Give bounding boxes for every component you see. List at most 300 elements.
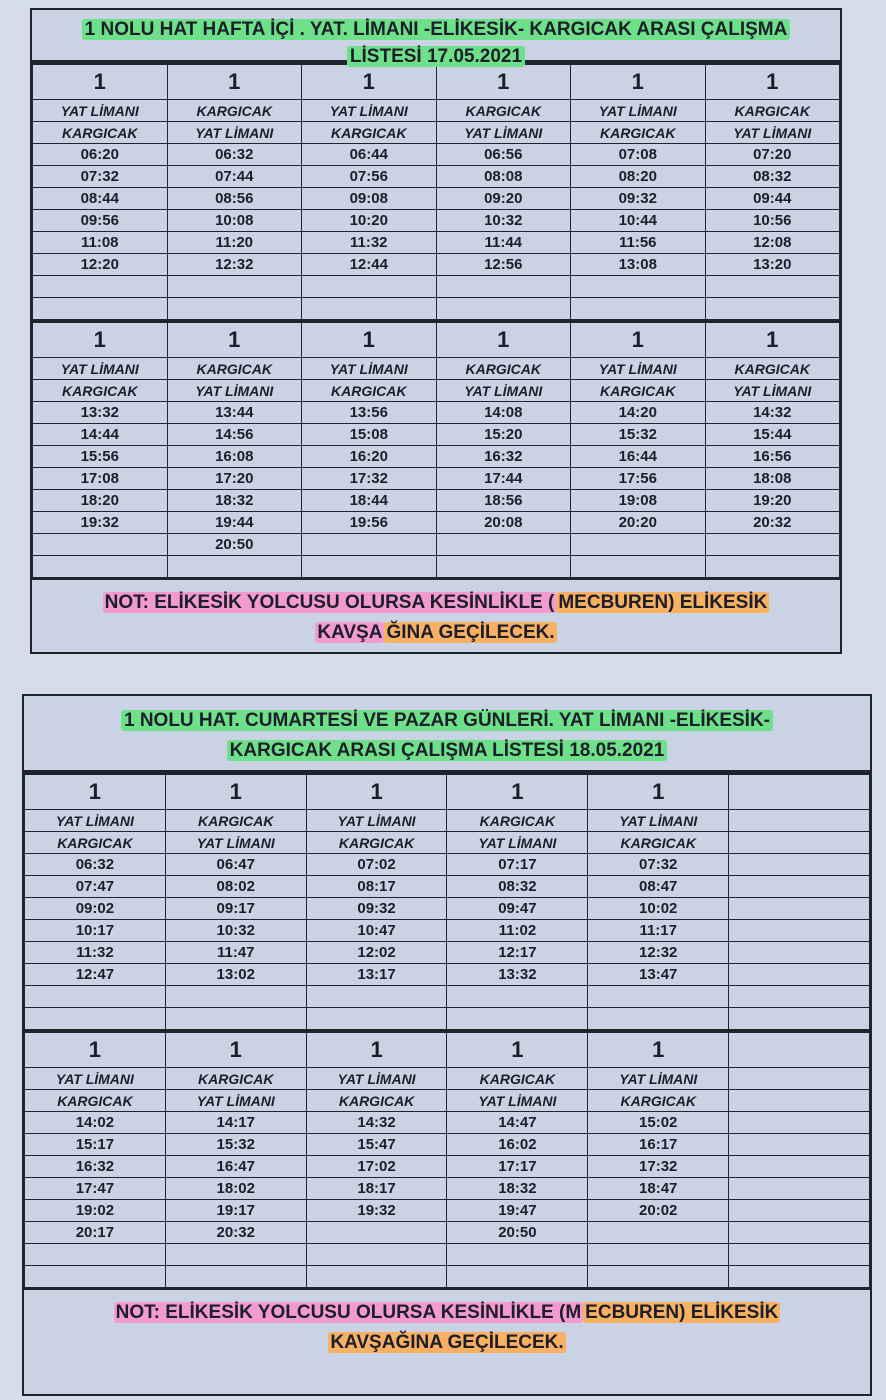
departure-time-cell: 11:08 xyxy=(33,232,168,254)
departure-time-cell: 11:32 xyxy=(302,232,437,254)
weekday-title: 1 NOLU HAT HAFTA İÇİ . YAT. LİMANI -ELİKESİK- KARGICAK ARASI ÇALIŞMA LİSTESİ 17.05.2021 xyxy=(32,10,840,62)
table-row xyxy=(33,254,840,276)
header-row-destination-stop xyxy=(33,122,840,144)
departure-time-cell: 19:17 xyxy=(165,1200,306,1222)
departure-time-cell xyxy=(436,298,571,320)
departure-time-cell xyxy=(25,1244,166,1266)
departure-time-cell xyxy=(25,1008,166,1030)
departure-time-cell xyxy=(588,1266,729,1288)
table-row xyxy=(33,490,840,512)
departure-time-cell: 18:32 xyxy=(167,490,302,512)
destination-stop: KARGICAK xyxy=(306,1090,447,1112)
departure-time-cell: 14:17 xyxy=(165,1112,306,1134)
table-row xyxy=(25,1156,870,1178)
departure-time-cell xyxy=(729,942,870,964)
departure-time-cell: 07:02 xyxy=(306,854,447,876)
departure-time-cell: 14:08 xyxy=(436,402,571,424)
departure-time-cell xyxy=(729,1134,870,1156)
departure-time-cell xyxy=(729,876,870,898)
departure-time-cell: 13:32 xyxy=(447,964,588,986)
departure-time-cell: 15:08 xyxy=(302,424,437,446)
header-row-line-number xyxy=(33,323,840,358)
line-number: 1 xyxy=(436,323,571,358)
table-row xyxy=(33,232,840,254)
departure-time-cell: 12:32 xyxy=(588,942,729,964)
departure-time-cell: 15:32 xyxy=(165,1134,306,1156)
departure-time-cell: 17:47 xyxy=(25,1178,166,1200)
header-row-origin-stop xyxy=(25,1068,870,1090)
departure-time-cell xyxy=(165,986,306,1008)
departure-time-cell: 08:20 xyxy=(571,166,706,188)
origin-stop: YAT LİMANI xyxy=(302,100,437,122)
departure-time-cell: 14:44 xyxy=(33,424,168,446)
departure-time-cell: 08:08 xyxy=(436,166,571,188)
departure-time-cell: 16:44 xyxy=(571,446,706,468)
weekday-morning_rows-table xyxy=(32,64,840,320)
table-row xyxy=(25,920,870,942)
table-row xyxy=(25,964,870,986)
line-number: 1 xyxy=(25,1033,166,1068)
origin-stop: YAT LİMANI xyxy=(33,100,168,122)
departure-time-cell xyxy=(729,1008,870,1030)
departure-time-cell xyxy=(302,534,437,556)
departure-time-cell: 11:20 xyxy=(167,232,302,254)
departure-time-cell xyxy=(588,1008,729,1030)
departure-time-cell xyxy=(705,534,840,556)
destination-stop: KARGICAK xyxy=(588,1090,729,1112)
origin-stop: YAT LİMANI xyxy=(306,1068,447,1090)
departure-time-cell: 14:56 xyxy=(167,424,302,446)
line-number xyxy=(729,1033,870,1068)
origin-stop: KARGICAK xyxy=(167,358,302,380)
weekend-title: 1 NOLU HAT. CUMARTESİ VE PAZAR GÜNLERİ. YAT LİMANI -ELİKESİK- KARGICAK ARASI ÇALIŞMA LİSTESİ 18.05.2021 xyxy=(24,696,870,772)
destination-stop: KARGICAK xyxy=(302,122,437,144)
line-number: 1 xyxy=(447,775,588,810)
departure-time-cell xyxy=(306,1244,447,1266)
departure-time-cell: 08:47 xyxy=(588,876,729,898)
departure-time-cell xyxy=(306,1222,447,1244)
departure-time-cell: 18:08 xyxy=(705,468,840,490)
departure-time-cell: 11:17 xyxy=(588,920,729,942)
departure-time-cell: 20:32 xyxy=(705,512,840,534)
destination-stop: KARGICAK xyxy=(33,380,168,402)
departure-time-cell: 20:50 xyxy=(167,534,302,556)
table-row xyxy=(25,1178,870,1200)
departure-time-cell: 10:02 xyxy=(588,898,729,920)
weekend-note: NOT: ELİKESİK YOLCUSU OLURSA KESİNLİKLE (M ECBUREN) ELİKESİK KAVŞAĞINA GEÇİLECEK. xyxy=(24,1288,870,1366)
departure-time-cell xyxy=(447,1244,588,1266)
origin-stop: KARGICAK xyxy=(447,1068,588,1090)
departure-time-cell: 10:56 xyxy=(705,210,840,232)
destination-stop: YAT LİMANI xyxy=(705,380,840,402)
departure-time-cell: 10:32 xyxy=(165,920,306,942)
departure-time-cell: 09:44 xyxy=(705,188,840,210)
departure-time-cell xyxy=(302,298,437,320)
destination-stop: KARGICAK xyxy=(588,832,729,854)
departure-time-cell: 12:44 xyxy=(302,254,437,276)
departure-time-cell: 07:17 xyxy=(447,854,588,876)
departure-time-cell xyxy=(302,276,437,298)
line-number: 1 xyxy=(705,65,840,100)
departure-time-cell: 17:32 xyxy=(302,468,437,490)
departure-time-cell: 16:56 xyxy=(705,446,840,468)
line-number: 1 xyxy=(167,65,302,100)
departure-time-cell xyxy=(729,898,870,920)
departure-time-cell xyxy=(306,1008,447,1030)
line-number: 1 xyxy=(306,775,447,810)
table-row xyxy=(33,424,840,446)
departure-time-cell: 17:20 xyxy=(167,468,302,490)
departure-time-cell: 06:32 xyxy=(167,144,302,166)
departure-time-cell: 15:32 xyxy=(571,424,706,446)
departure-time-cell: 10:32 xyxy=(436,210,571,232)
origin-stop: YAT LİMANI xyxy=(302,358,437,380)
departure-time-cell: 15:47 xyxy=(306,1134,447,1156)
departure-time-cell: 19:44 xyxy=(167,512,302,534)
origin-stop: KARGICAK xyxy=(436,358,571,380)
line-number: 1 xyxy=(302,323,437,358)
table-row xyxy=(25,1200,870,1222)
departure-time-cell xyxy=(33,556,168,578)
weekend-afternoon_rows-table xyxy=(24,1032,870,1288)
line-number: 1 xyxy=(33,323,168,358)
destination-stop xyxy=(729,1090,870,1112)
departure-time-cell: 09:32 xyxy=(571,188,706,210)
destination-stop: YAT LİMANI xyxy=(165,832,306,854)
destination-stop: YAT LİMANI xyxy=(705,122,840,144)
departure-time-cell: 15:44 xyxy=(705,424,840,446)
header-row-destination-stop xyxy=(25,832,870,854)
departure-time-cell: 14:32 xyxy=(705,402,840,424)
departure-time-cell: 12:47 xyxy=(25,964,166,986)
table-row xyxy=(33,144,840,166)
departure-time-cell: 11:02 xyxy=(447,920,588,942)
departure-time-cell: 09:47 xyxy=(447,898,588,920)
line-number: 1 xyxy=(588,1033,729,1068)
departure-time-cell xyxy=(165,1244,306,1266)
departure-time-cell: 19:47 xyxy=(447,1200,588,1222)
departure-time-cell xyxy=(705,298,840,320)
departure-time-cell: 17:02 xyxy=(306,1156,447,1178)
destination-stop: YAT LİMANI xyxy=(447,1090,588,1112)
departure-time-cell: 09:08 xyxy=(302,188,437,210)
origin-stop: KARGICAK xyxy=(705,358,840,380)
line-number: 1 xyxy=(588,775,729,810)
line-number: 1 xyxy=(571,65,706,100)
departure-time-cell xyxy=(729,986,870,1008)
departure-time-cell xyxy=(447,1008,588,1030)
departure-time-cell: 07:44 xyxy=(167,166,302,188)
departure-time-cell xyxy=(436,534,571,556)
table-row xyxy=(25,1134,870,1156)
departure-time-cell xyxy=(302,556,437,578)
table-row xyxy=(33,446,840,468)
departure-time-cell: 07:08 xyxy=(571,144,706,166)
weekday-morning-block xyxy=(32,62,840,320)
departure-time-cell: 08:32 xyxy=(447,876,588,898)
departure-time-cell xyxy=(729,1156,870,1178)
header-row-origin-stop xyxy=(33,100,840,122)
departure-time-cell: 17:56 xyxy=(571,468,706,490)
departure-time-cell: 18:02 xyxy=(165,1178,306,1200)
departure-time-cell: 07:20 xyxy=(705,144,840,166)
departure-time-cell: 19:32 xyxy=(306,1200,447,1222)
origin-stop: YAT LİMANI xyxy=(571,358,706,380)
departure-time-cell: 17:44 xyxy=(436,468,571,490)
departure-time-cell xyxy=(306,986,447,1008)
departure-time-cell: 09:17 xyxy=(165,898,306,920)
origin-stop: YAT LİMANI xyxy=(25,810,166,832)
departure-time-cell: 09:32 xyxy=(306,898,447,920)
departure-time-cell: 16:47 xyxy=(165,1156,306,1178)
departure-time-cell: 11:44 xyxy=(436,232,571,254)
origin-stop: KARGICAK xyxy=(447,810,588,832)
departure-time-cell: 13:20 xyxy=(705,254,840,276)
departure-time-cell: 12:56 xyxy=(436,254,571,276)
origin-stop: YAT LİMANI xyxy=(306,810,447,832)
departure-time-cell: 10:44 xyxy=(571,210,706,232)
line-number: 1 xyxy=(436,65,571,100)
departure-time-cell: 20:50 xyxy=(447,1222,588,1244)
destination-stop: KARGICAK xyxy=(302,380,437,402)
departure-time-cell: 08:02 xyxy=(165,876,306,898)
departure-time-cell xyxy=(165,1008,306,1030)
departure-time-cell: 16:08 xyxy=(167,446,302,468)
departure-time-cell xyxy=(33,534,168,556)
table-row xyxy=(33,402,840,424)
origin-stop xyxy=(729,1068,870,1090)
weekend-schedule-sheet xyxy=(22,694,872,1396)
departure-time-cell xyxy=(306,1266,447,1288)
origin-stop: YAT LİMANI xyxy=(571,100,706,122)
weekday-afternoon_rows-table xyxy=(32,322,840,578)
origin-stop: YAT LİMANI xyxy=(25,1068,166,1090)
line-number: 1 xyxy=(165,775,306,810)
origin-stop: KARGICAK xyxy=(705,100,840,122)
departure-time-cell: 10:08 xyxy=(167,210,302,232)
departure-time-cell: 07:32 xyxy=(33,166,168,188)
line-number: 1 xyxy=(167,323,302,358)
departure-time-cell: 10:17 xyxy=(25,920,166,942)
departure-time-cell xyxy=(588,986,729,1008)
departure-time-cell xyxy=(571,276,706,298)
departure-time-cell: 12:02 xyxy=(306,942,447,964)
line-number: 1 xyxy=(571,323,706,358)
table-row xyxy=(33,556,840,578)
departure-time-cell xyxy=(25,1266,166,1288)
departure-time-cell xyxy=(25,986,166,1008)
departure-time-cell: 10:20 xyxy=(302,210,437,232)
departure-time-cell xyxy=(33,276,168,298)
table-row xyxy=(25,854,870,876)
departure-time-cell: 18:32 xyxy=(447,1178,588,1200)
departure-time-cell: 08:17 xyxy=(306,876,447,898)
departure-time-cell: 15:17 xyxy=(25,1134,166,1156)
destination-stop: KARGICAK xyxy=(33,122,168,144)
departure-time-cell: 13:56 xyxy=(302,402,437,424)
departure-time-cell xyxy=(447,986,588,1008)
destination-stop: YAT LİMANI xyxy=(167,380,302,402)
departure-time-cell: 14:02 xyxy=(25,1112,166,1134)
destination-stop: KARGICAK xyxy=(571,380,706,402)
table-row xyxy=(33,166,840,188)
departure-time-cell: 14:20 xyxy=(571,402,706,424)
line-number: 1 xyxy=(302,65,437,100)
departure-time-cell: 13:47 xyxy=(588,964,729,986)
table-row xyxy=(33,188,840,210)
destination-stop: YAT LİMANI xyxy=(167,122,302,144)
departure-time-cell xyxy=(705,556,840,578)
departure-time-cell xyxy=(167,298,302,320)
departure-time-cell: 18:20 xyxy=(33,490,168,512)
departure-time-cell: 19:08 xyxy=(571,490,706,512)
table-row xyxy=(25,942,870,964)
departure-time-cell: 06:32 xyxy=(25,854,166,876)
departure-time-cell: 13:08 xyxy=(571,254,706,276)
departure-time-cell: 20:08 xyxy=(436,512,571,534)
departure-time-cell: 17:17 xyxy=(447,1156,588,1178)
departure-time-cell: 07:32 xyxy=(588,854,729,876)
departure-time-cell xyxy=(447,1266,588,1288)
departure-time-cell: 13:17 xyxy=(306,964,447,986)
departure-time-cell: 14:47 xyxy=(447,1112,588,1134)
line-number xyxy=(729,775,870,810)
departure-time-cell: 08:44 xyxy=(33,188,168,210)
departure-time-cell: 07:47 xyxy=(25,876,166,898)
origin-stop: YAT LİMANI xyxy=(588,810,729,832)
departure-time-cell: 11:47 xyxy=(165,942,306,964)
table-row xyxy=(33,512,840,534)
destination-stop: YAT LİMANI xyxy=(165,1090,306,1112)
header-row-line-number xyxy=(25,775,870,810)
departure-time-cell: 18:44 xyxy=(302,490,437,512)
departure-time-cell: 12:08 xyxy=(705,232,840,254)
departure-time-cell: 19:20 xyxy=(705,490,840,512)
departure-time-cell: 19:56 xyxy=(302,512,437,534)
departure-time-cell xyxy=(729,964,870,986)
departure-time-cell: 14:32 xyxy=(306,1112,447,1134)
origin-stop: KARGICAK xyxy=(436,100,571,122)
departure-time-cell: 06:44 xyxy=(302,144,437,166)
departure-time-cell xyxy=(165,1266,306,1288)
departure-time-cell: 07:56 xyxy=(302,166,437,188)
table-row xyxy=(33,298,840,320)
departure-time-cell: 18:47 xyxy=(588,1178,729,1200)
table-row xyxy=(33,276,840,298)
origin-stop: YAT LİMANI xyxy=(588,1068,729,1090)
departure-time-cell: 06:20 xyxy=(33,144,168,166)
origin-stop: KARGICAK xyxy=(165,1068,306,1090)
header-row-line-number xyxy=(25,1033,870,1068)
line-number: 1 xyxy=(165,1033,306,1068)
origin-stop xyxy=(729,810,870,832)
departure-time-cell: 15:02 xyxy=(588,1112,729,1134)
departure-time-cell xyxy=(588,1222,729,1244)
destination-stop: KARGICAK xyxy=(571,122,706,144)
departure-time-cell xyxy=(729,1112,870,1134)
departure-time-cell xyxy=(588,1244,729,1266)
header-row-origin-stop xyxy=(33,358,840,380)
departure-time-cell: 19:32 xyxy=(33,512,168,534)
departure-time-cell: 09:02 xyxy=(25,898,166,920)
weekend-afternoon-block xyxy=(24,1030,870,1288)
departure-time-cell: 16:17 xyxy=(588,1134,729,1156)
origin-stop: KARGICAK xyxy=(167,100,302,122)
line-number: 1 xyxy=(306,1033,447,1068)
weekday-afternoon-block xyxy=(32,320,840,578)
departure-time-cell: 13:32 xyxy=(33,402,168,424)
departure-time-cell xyxy=(729,1244,870,1266)
table-row xyxy=(33,468,840,490)
departure-time-cell: 06:56 xyxy=(436,144,571,166)
destination-stop: YAT LİMANI xyxy=(436,380,571,402)
destination-stop xyxy=(729,832,870,854)
table-row xyxy=(25,1266,870,1288)
departure-time-cell: 12:20 xyxy=(33,254,168,276)
destination-stop: KARGICAK xyxy=(25,1090,166,1112)
line-number: 1 xyxy=(447,1033,588,1068)
table-row xyxy=(25,1008,870,1030)
table-row xyxy=(25,876,870,898)
table-row xyxy=(33,210,840,232)
departure-time-cell: 12:32 xyxy=(167,254,302,276)
departure-time-cell: 06:47 xyxy=(165,854,306,876)
line-number: 1 xyxy=(25,775,166,810)
departure-time-cell xyxy=(729,1222,870,1244)
departure-time-cell: 15:56 xyxy=(33,446,168,468)
line-number: 1 xyxy=(33,65,168,100)
destination-stop: YAT LİMANI xyxy=(447,832,588,854)
departure-time-cell: 18:17 xyxy=(306,1178,447,1200)
weekend-morning-block xyxy=(24,772,870,1030)
departure-time-cell xyxy=(167,556,302,578)
departure-time-cell xyxy=(729,1200,870,1222)
departure-time-cell xyxy=(729,920,870,942)
departure-time-cell: 20:17 xyxy=(25,1222,166,1244)
departure-time-cell: 20:02 xyxy=(588,1200,729,1222)
table-row xyxy=(25,1222,870,1244)
table-row xyxy=(33,534,840,556)
departure-time-cell xyxy=(436,556,571,578)
departure-time-cell: 08:32 xyxy=(705,166,840,188)
departure-time-cell xyxy=(571,534,706,556)
origin-stop: YAT LİMANI xyxy=(33,358,168,380)
line-number: 1 xyxy=(705,323,840,358)
departure-time-cell xyxy=(705,276,840,298)
departure-time-cell xyxy=(33,298,168,320)
header-row-destination-stop xyxy=(25,1090,870,1112)
departure-time-cell: 15:20 xyxy=(436,424,571,446)
departure-time-cell: 10:47 xyxy=(306,920,447,942)
departure-time-cell: 20:32 xyxy=(165,1222,306,1244)
origin-stop: KARGICAK xyxy=(165,810,306,832)
weekday-note: NOT: ELİKESİK YOLCUSU OLURSA KESİNLİKLE ( MECBUREN) ELİKESİK KAVŞA ĞINA GEÇİLECEK. xyxy=(32,578,840,656)
departure-time-cell: 12:17 xyxy=(447,942,588,964)
departure-time-cell: 18:56 xyxy=(436,490,571,512)
departure-time-cell xyxy=(729,1266,870,1288)
destination-stop: YAT LİMANI xyxy=(436,122,571,144)
weekend-morning_rows-table xyxy=(24,774,870,1030)
departure-time-cell: 17:08 xyxy=(33,468,168,490)
destination-stop: KARGICAK xyxy=(25,832,166,854)
departure-time-cell: 16:02 xyxy=(447,1134,588,1156)
table-row xyxy=(25,1244,870,1266)
table-row xyxy=(25,1112,870,1134)
table-row xyxy=(25,986,870,1008)
departure-time-cell xyxy=(729,854,870,876)
departure-time-cell: 20:20 xyxy=(571,512,706,534)
departure-time-cell: 09:20 xyxy=(436,188,571,210)
